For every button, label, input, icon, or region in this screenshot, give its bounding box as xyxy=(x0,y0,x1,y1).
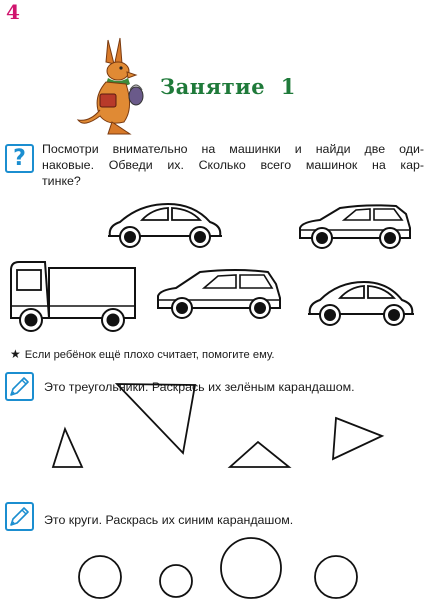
task1-line2: наковые. Обведи их. Сколько всего машинок на кар- xyxy=(42,158,424,172)
lesson-title: Занятие 1 xyxy=(160,74,296,99)
question-icon: ? xyxy=(5,144,34,173)
circle-3 xyxy=(221,538,281,598)
star-icon: ★ xyxy=(10,347,21,361)
task1-line1: Посмотри внимательно на машинки и найди две оди- xyxy=(42,142,424,156)
task2-text: Это треугольники. Раскрась их зелёным карандашом. xyxy=(44,380,355,394)
circle-2 xyxy=(160,565,192,597)
task1-line3: тинке? xyxy=(42,174,81,188)
circle-4 xyxy=(315,556,357,598)
page-number: 4 xyxy=(6,0,20,24)
task3-text: Это круги. Раскрась их синим карандашом. xyxy=(44,513,294,527)
parent-note-text: Если ребёнок ещё плохо считает, помогите ему. xyxy=(24,349,275,361)
circle-1 xyxy=(79,556,121,598)
